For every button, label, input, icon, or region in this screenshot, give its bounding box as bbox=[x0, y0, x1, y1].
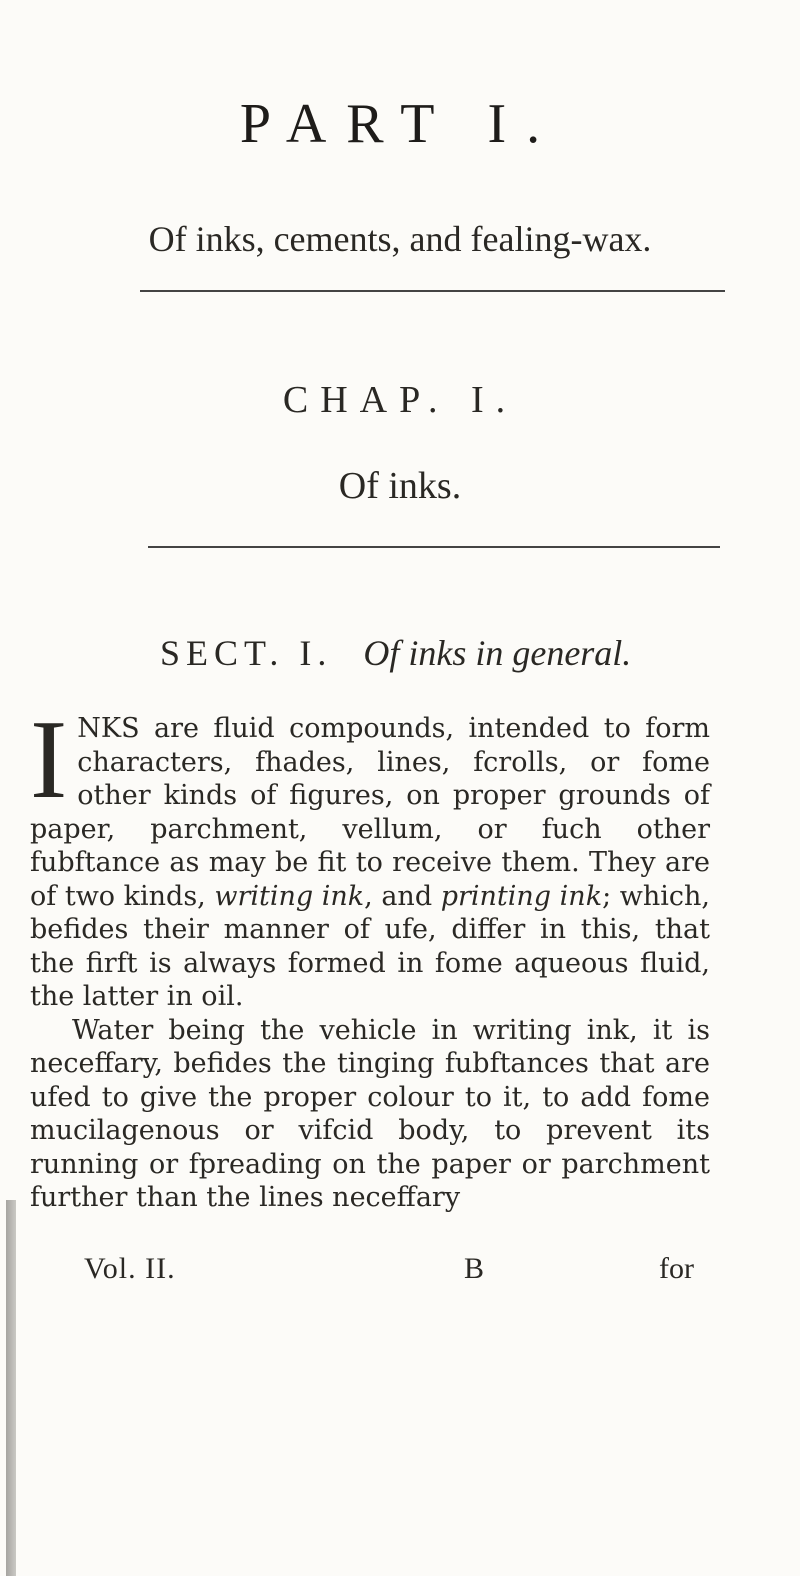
volume-label: Vol. II. bbox=[84, 1252, 176, 1285]
paragraph-1-text-c: ; which, befides their manner of ufe, differ in this, that the firft is always formed in fome aqueous fluid, the latter in oil. bbox=[30, 880, 710, 1012]
section-label: SECT. I. bbox=[160, 633, 333, 673]
paragraph-1 bbox=[30, 698, 710, 1014]
part-subtitle: Of inks, cements, and fealing-wax. bbox=[148, 219, 652, 259]
paragraph-2: Water being the vehicle in writing ink, it is neceffary, befides the tinging fubftances that are ufed to give the proper colour to it, to add fome mucilagenous or vifcid body, to prevent its running or fpreading on the paper or parchment further than the lines neceffary bbox=[30, 1014, 710, 1213]
binding-gutter-shadow bbox=[6, 1200, 16, 1576]
paragraph-1-text-a: NKS are fluid compounds, intended to form characters, fhades, lines, fcrolls, or fome other kinds of figures, on proper grounds of paper, parchment, vellum, or fuch other fubftance as may be fit to receive them. They are of two kinds, bbox=[30, 713, 710, 912]
drop-cap: I bbox=[30, 698, 68, 822]
term-writing-ink: writing ink bbox=[214, 880, 365, 912]
chapter-title: CHAP. I. bbox=[282, 379, 518, 421]
paragraph-1-text-b: , and bbox=[364, 880, 441, 912]
catchword: for bbox=[659, 1252, 694, 1285]
section-title: Of inks in general. bbox=[363, 633, 632, 673]
signature-mark: B bbox=[464, 1252, 485, 1285]
part-title: PART I. bbox=[239, 93, 561, 155]
body-text bbox=[30, 698, 710, 1215]
divider-rule bbox=[148, 546, 720, 548]
term-printing-ink: printing ink bbox=[440, 880, 603, 912]
section-heading bbox=[160, 632, 631, 674]
chapter-subtitle: Of inks. bbox=[338, 465, 462, 507]
divider-rule bbox=[140, 290, 725, 292]
